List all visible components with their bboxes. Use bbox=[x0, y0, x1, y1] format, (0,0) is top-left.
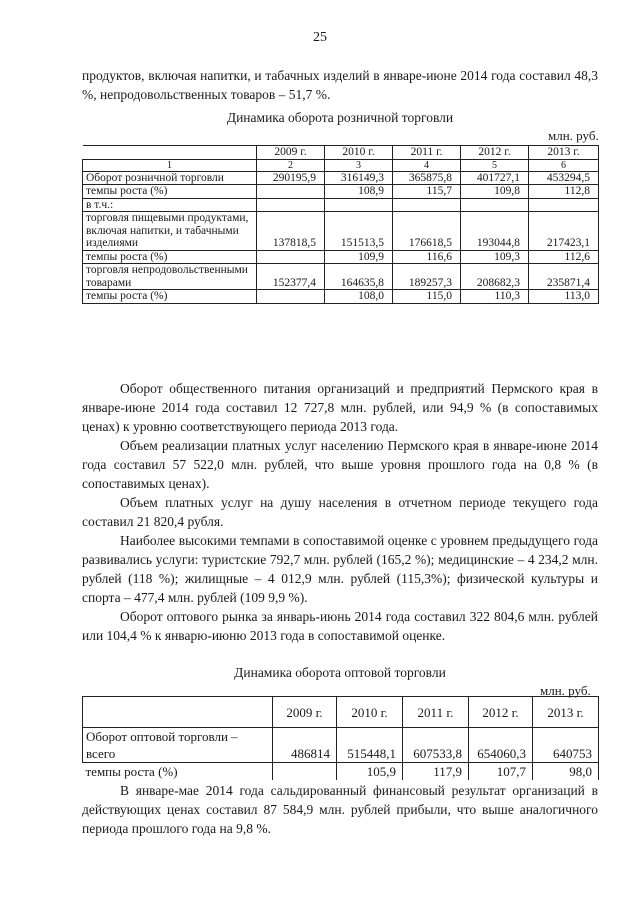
retail-table-title: Динамика оборота розничной торговли bbox=[226, 110, 454, 125]
cell-value: 290195,9 bbox=[257, 171, 325, 185]
row-label: темпы роста (%) bbox=[83, 250, 257, 264]
row-label: Оборот оптовой торговли – всего bbox=[83, 728, 273, 763]
cell-value bbox=[257, 290, 325, 304]
cell-value: 112,6 bbox=[529, 250, 599, 264]
cell-value: 453294,5 bbox=[529, 171, 599, 185]
row-label: темпы роста (%) bbox=[83, 185, 257, 199]
table-header-row bbox=[83, 697, 599, 728]
cell-value bbox=[461, 198, 529, 212]
cell-value: 117,9 bbox=[403, 763, 469, 781]
table-row bbox=[83, 763, 599, 781]
row-label: торговля непродовольственными товарами bbox=[83, 264, 257, 290]
table-row bbox=[83, 264, 599, 290]
column-number: 5 bbox=[461, 159, 529, 171]
paragraph-per-capita: Объем платных услуг на душу населения в отчетном периоде текущего года составил 21 820,4 рубля. bbox=[82, 495, 598, 529]
year-header: 2009 г. bbox=[273, 697, 337, 728]
column-number: 2 bbox=[257, 159, 325, 171]
table-header-row bbox=[83, 146, 599, 160]
year-header: 2011 г. bbox=[403, 697, 469, 728]
cell-value: 486814 bbox=[273, 728, 337, 763]
table-row bbox=[83, 290, 599, 304]
column-number: 4 bbox=[393, 159, 461, 171]
cell-value bbox=[257, 250, 325, 264]
cell-value bbox=[529, 198, 599, 212]
year-header: 2010 г. bbox=[337, 697, 403, 728]
year-header: 2012 г. bbox=[469, 697, 533, 728]
cell-value: 401727,1 bbox=[461, 171, 529, 185]
cell-value: 112,8 bbox=[529, 185, 599, 199]
row-label: Оборот розничной торговли bbox=[83, 171, 257, 185]
retail-table-unit: млн. руб. bbox=[548, 128, 599, 143]
cell-value: 109,3 bbox=[461, 250, 529, 264]
cell-value bbox=[257, 185, 325, 199]
paragraph-paid-services: Объем реализации платных услуг населению Пермского края в январе-июне 2014 года составил 57 522,0 млн. рублей, что выше уровня прошлого года на 0,8 % (в сопоставимых ценах). bbox=[82, 438, 598, 491]
cell-value: 98,0 bbox=[533, 763, 599, 781]
header-corner bbox=[83, 697, 273, 728]
cell-value: 108,0 bbox=[325, 290, 393, 304]
year-header: 2013 г. bbox=[533, 697, 599, 728]
row-label: торговля пищевыми продуктами, включая напитки, и табачными изделиями bbox=[83, 212, 257, 251]
cell-value: 116,6 bbox=[393, 250, 461, 264]
table-row bbox=[83, 171, 599, 185]
cell-value: 217423,1 bbox=[529, 212, 599, 251]
page-number: 25 bbox=[313, 30, 327, 45]
cell-value: 208682,3 bbox=[461, 264, 529, 290]
table-row bbox=[83, 728, 599, 763]
cell-value: 105,9 bbox=[337, 763, 403, 781]
year-header: 2009 г. bbox=[257, 146, 325, 160]
cell-value: 640753 bbox=[533, 728, 599, 763]
cell-value: 654060,3 bbox=[469, 728, 533, 763]
cell-value bbox=[325, 198, 393, 212]
intro-paragraph: продуктов, включая напитки, и табачных изделий в январе-июне 2014 года составил 48,3 %, непродовольственных товаров – 51,7 %. bbox=[82, 68, 598, 102]
cell-value: 152377,4 bbox=[257, 264, 325, 290]
paragraph-catering: Оборот общественного питания организаций и предприятий Пермского края в январе-июне 2014 года составил 12 727,8 млн. рублей, или 94,9 % (в сопоставимых ценах) к уровню соответствующего периода 2013 года. bbox=[82, 381, 598, 434]
paragraph-services-growth: Наиболее высокими темпами в сопоставимой оценке с уровнем предыдущего года развивались услуги: туристские 792,7 млн. рублей (165,2 %); медицинские – 4 234,2 млн. рублей (118 %); жилищные – 4 012,9 млн. рублей (115,3%); физической культуры и спорта – 477,4 млн. рублей (109 9,9 %). bbox=[82, 533, 598, 605]
row-label: в т.ч.: bbox=[83, 198, 257, 212]
cell-value: 176618,5 bbox=[393, 212, 461, 251]
year-header: 2011 г. bbox=[393, 146, 461, 160]
year-header: 2010 г. bbox=[325, 146, 393, 160]
cell-value: 109,9 bbox=[325, 250, 393, 264]
row-label: темпы роста (%) bbox=[83, 763, 273, 781]
cell-value: 193044,8 bbox=[461, 212, 529, 251]
wholesale-table-title: Динамика оборота оптовой торговли bbox=[234, 665, 446, 680]
column-number: 1 bbox=[83, 159, 257, 171]
cell-value: 108,9 bbox=[325, 185, 393, 199]
cell-value: 151513,5 bbox=[325, 212, 393, 251]
cell-value: 607533,8 bbox=[403, 728, 469, 763]
wholesale-table-unit: млн. руб. bbox=[540, 683, 591, 698]
cell-value: 189257,3 bbox=[393, 264, 461, 290]
cell-value: 115,7 bbox=[393, 185, 461, 199]
cell-value bbox=[393, 198, 461, 212]
cell-value: 113,0 bbox=[529, 290, 599, 304]
cell-value: 115,0 bbox=[393, 290, 461, 304]
cell-value bbox=[273, 763, 337, 781]
header-corner bbox=[83, 146, 257, 160]
cell-value bbox=[257, 198, 325, 212]
cell-value: 235871,4 bbox=[529, 264, 599, 290]
cell-value: 316149,3 bbox=[325, 171, 393, 185]
year-header: 2012 г. bbox=[461, 146, 529, 160]
column-number-row bbox=[83, 159, 599, 171]
cell-value: 365875,8 bbox=[393, 171, 461, 185]
wholesale-turnover-table bbox=[82, 696, 599, 780]
paragraph-financial-result: В январе-мае 2014 года сальдированный финансовый результат организаций в действующих ценах составил 87 584,9 млн. рублей прибыли, что выше аналогичного периода прошлого года на 9,8 %. bbox=[82, 783, 598, 836]
cell-value: 110,3 bbox=[461, 290, 529, 304]
retail-turnover-table bbox=[82, 145, 599, 304]
table-row bbox=[83, 250, 599, 264]
cell-value: 109,8 bbox=[461, 185, 529, 199]
cell-value: 164635,8 bbox=[325, 264, 393, 290]
cell-value: 137818,5 bbox=[257, 212, 325, 251]
table-row bbox=[83, 185, 599, 199]
cell-value: 107,7 bbox=[469, 763, 533, 781]
year-header: 2013 г. bbox=[529, 146, 599, 160]
table-row bbox=[83, 198, 599, 212]
column-number: 6 bbox=[529, 159, 599, 171]
table-row bbox=[83, 212, 599, 251]
cell-value: 515448,1 bbox=[337, 728, 403, 763]
column-number: 3 bbox=[325, 159, 393, 171]
row-label: темпы роста (%) bbox=[83, 290, 257, 304]
paragraph-wholesale: Оборот оптового рынка за январь-июнь 2014 года составил 322 804,6 млн. рублей или 104,4 % к январю-июню 2013 года в сопоставимой оценке. bbox=[82, 609, 598, 643]
